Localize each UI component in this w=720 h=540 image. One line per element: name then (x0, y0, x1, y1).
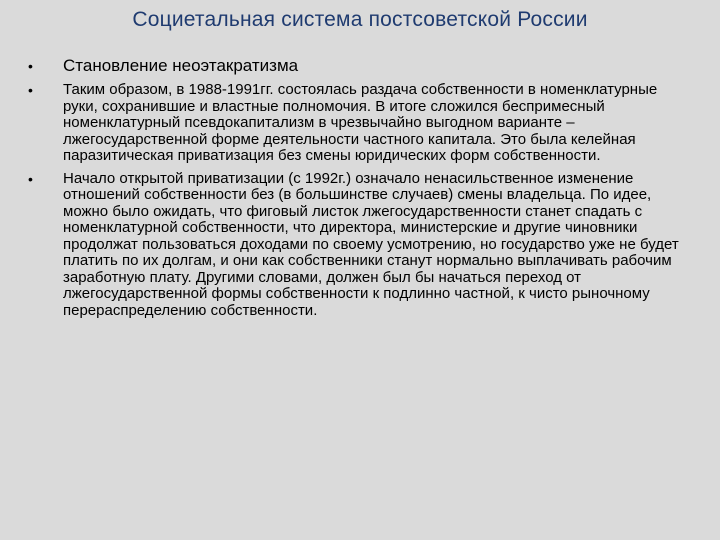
bullet-text: Начало открытой приватизации (с 1992г.) означало ненасильственное изменение отношений собственности без (в большинстве случаев) смены владельца. По идее, можно было ожидать, что фиговый листок лжегосударственности станет спадать с номенклатурной собственности, что директора, министерские и другие чиновники продолжат пользоваться доходами по своему усмотрению, но государство уже не будет платить по их долгам, и они как собственники станут нормально выплачивать рабочим заработную плату. Другими словами, должен был бы начаться переход от лжегосударственной формы собственности к подлинно частной, к чисто рыночному перераспределению собственности. (63, 169, 679, 319)
bullet-list (24, 56, 694, 319)
bullet-text: Таким образом, в 1988-1991гг. состоялась раздача собственности в номенклатурные руки, сохранившие и властные полномочия. В итоге сложился беспримесный номенклатурный псевдокапитализм в чрезвычайно выгодном варианте – лжегосударственной форме деятельности частного капитала. Это была келейная паразитическая приватизация без смены юридических форм собственности. (63, 81, 658, 164)
bullet-item-heading (24, 56, 694, 76)
bullet-marker: • (28, 170, 33, 187)
bullet-marker: • (28, 58, 33, 74)
bullet-item-privatization (24, 171, 694, 320)
bullet-item-nomenklatura (24, 82, 694, 165)
bullet-marker: • (28, 82, 33, 98)
bullet-text: Становление неоэтакратизма (63, 56, 299, 75)
slide-title: Социетальная система постсоветской России (132, 8, 588, 31)
